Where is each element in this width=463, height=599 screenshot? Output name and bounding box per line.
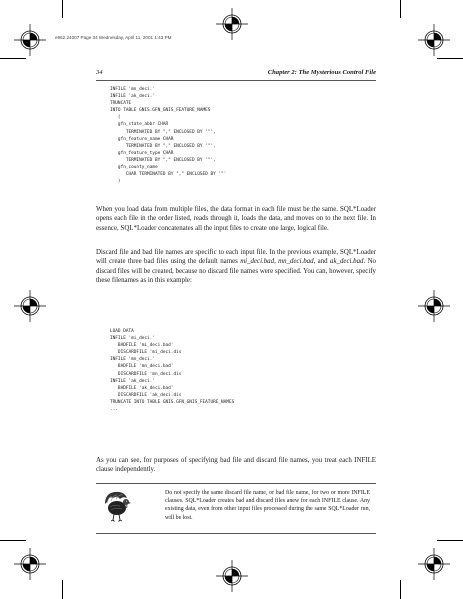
code-line: BADFILE 'mn_deci.bad' [110,364,174,370]
paragraph-independent-infile: As you can see, for purposes of specifying bad file and discard file names, you treat each INFILE clause independently. [96,457,376,474]
registration-mark-icon [216,8,248,40]
code-line: gfn_feature_name CHAR [110,136,174,142]
code-line: INFILE 'ak_deci.' [110,94,155,100]
code-line: gfn_county_name [110,165,158,171]
code-line: INTO TABLE GNIS.GFN_GNIS_FEATURE_NAMES [110,108,211,114]
crop-mark [0,540,26,541]
registration-mark-icon [216,560,248,592]
text-run: Discard file and bad file names are specific to each input file. In the previous example, SQL*Loader will create three bad files using the default names [96,249,376,266]
print-slug: e962.24007 Page 34 Wednesday, April 11, 2001 1:43 PM [55,35,172,40]
code-block-1 [110,86,226,185]
crop-mark [62,0,63,18]
crop-mark [400,580,401,599]
code-line: ... [110,407,118,413]
code-line: BADFILE 'ak_deci.bad' [110,385,174,391]
code-line: LOAD DATA [110,329,134,334]
code-line: INFILE 'ak_deci.' [110,378,155,384]
code-line: DISCARDFILE 'mi_deci.dis [110,350,182,356]
text-run: , and [313,258,330,266]
code-line: INFILE 'mn_deci.' [110,357,155,363]
text-run: . No discard files will be created, because no discard file names were specified. You can, however, specify these filenames as in this example: [96,258,377,284]
code-block-2 [110,328,234,413]
code-line: TERMINATED BY "," ENCLOSED BY '"', [110,129,216,135]
code-line: BADFILE 'mi_deci.bad' [110,343,174,349]
registration-mark-icon [14,290,46,322]
note-rule-bottom [96,533,376,534]
registration-mark-icon [14,548,46,580]
code-line: ( [110,115,121,121]
crop-mark [0,58,26,59]
paragraph-multiple-files: When you load data from multiple files, the data format in each file must be the same. SQL*Loader opens each file in the order listed, reads through it, loads the data, and moves on to the next file. In essence, SQL*Loader concatenates all the input files to create one large, logical file. [96,206,376,232]
crop-mark [437,540,463,541]
turkey-warning-icon [102,490,132,522]
page-header [96,68,376,81]
registration-mark-icon [14,24,46,56]
code-line: CHAR TERMINATED BY "," ENCLOSED BY '"' [110,172,227,178]
code-line: TRUNCATE INTO TABLE GNIS.GFN_GNIS_FEATURE_NAMES [110,399,235,405]
note-text: Do not specify the same discard file name, or bad file name, for two or more INFILE clauses. SQL*Loader creates bad and discard files anew for each INFILE clause. Any existing data, even from other input files processed during the same SQL*Loader run, will be lost. [165,490,370,521]
code-line: gfn_feature_type CHAR [110,150,174,156]
note-rule-top [96,483,376,484]
paragraph-bad-discard-files [96,248,376,285]
page-number: 34 [96,69,103,76]
crop-mark [400,0,401,18]
text-run: , [274,258,279,266]
code-line: ) [110,179,121,185]
code-line: DISCARDFILE 'mn_deci.dis [110,371,182,377]
registration-mark-icon [418,290,450,322]
code-line: INFILE 'mn_deci.' [110,87,155,92]
registration-mark-icon [418,24,450,56]
code-line: gfn_state_abbr CHAR [110,122,169,128]
filename-mi-deci-bad: mi_deci.bad [240,258,275,266]
registration-mark-icon [418,548,450,580]
crop-mark [62,580,63,599]
code-line: TRUNCATE [110,101,132,107]
code-line: DISCARDFILE 'ak_deci.dis [110,392,182,398]
filename-mn-deci-bad: mn_deci.bad [278,258,314,266]
code-line: INFILE 'mi_deci.' [110,336,155,342]
crop-mark [437,58,463,59]
filename-ak-deci-bad: ak_deci.bad [330,258,364,266]
chapter-title: Chapter 2: The Mysterious Control File [267,69,376,76]
code-line: TERMINATED BY "," ENCLOSED BY '"', [110,157,216,163]
code-line: TERMINATED BY "," ENCLOSED BY '"', [110,143,216,149]
